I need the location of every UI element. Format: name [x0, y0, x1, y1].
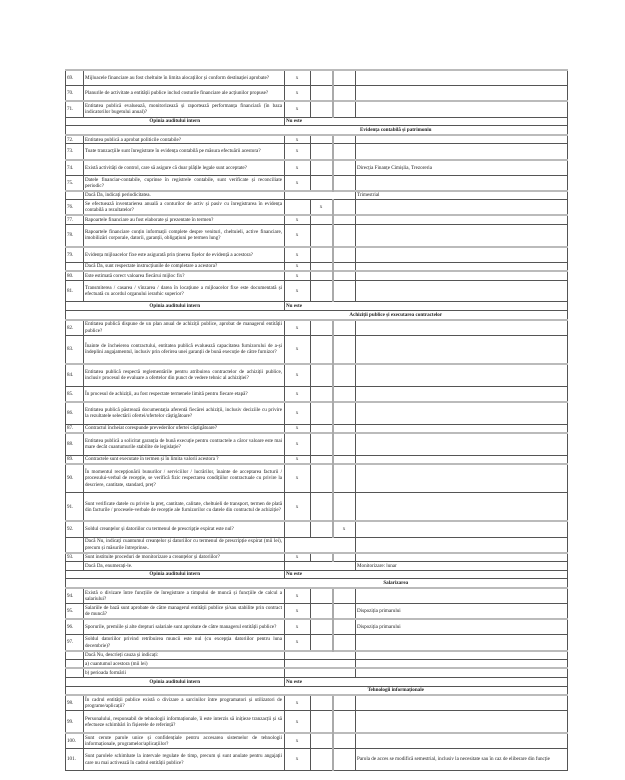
- table-row: [66, 280, 568, 302]
- answer-na-cell: [333, 464, 356, 493]
- comment-cell: [355, 635, 568, 651]
- answer-na-cell: [333, 160, 356, 176]
- comment-cell: Direcția Finanțe Cimișlia, Trezoreria: [355, 160, 568, 176]
- question-text: Evidența mijloacelor fixe este asigurată prin ținerea fișelor de evidență a acestora?: [83, 247, 284, 263]
- comment-cell: [355, 135, 568, 144]
- question-number: 89.: [66, 455, 84, 464]
- audit-checklist-table: [65, 69, 568, 771]
- answer-na-cell: [333, 604, 356, 620]
- answer-da-cell: x: [284, 424, 310, 433]
- comment-cell: [355, 668, 568, 677]
- comment-cell: [355, 335, 568, 364]
- question-text: Există o divizare între funcțiile de înregistrare a timpului de muncă și funcțiile de calcul a salariului?: [85, 589, 282, 602]
- question-number: 97.: [66, 635, 84, 651]
- question-text: Entitatea publică păstrează documentația aferentă fiecărei achiziții, inclusiv deciziile cu privire la rezultatele selectării ofertei/ofertelor câștigătoare?: [83, 402, 284, 424]
- question-text: Personalului, responsabil de tehnologii informaționale, îi este interzis să inițieze tranzacții și să efectueze schimbări în fișierele de referință?: [83, 711, 284, 733]
- question-text: Mijloacele financiare au fost cheltuite în limita alocațiilor și conform destinației aprobate?: [83, 70, 284, 86]
- question-number: 76.: [66, 200, 84, 216]
- question-text: Entitatea publică a aprobat politicile contabile?: [83, 135, 284, 144]
- answer-na-cell: [333, 86, 356, 102]
- answer-na-cell: [333, 224, 356, 246]
- comment-cell: [355, 262, 568, 271]
- section-header-row: [66, 126, 568, 135]
- answer-nu-cell: [310, 635, 333, 651]
- opinion-label: Opinia auditului intern: [66, 117, 285, 126]
- answer-nu-cell: [310, 424, 333, 433]
- table-row: [66, 70, 568, 86]
- question-text: Contractele sunt executate în termen și în limita valorii acestora ?: [83, 455, 284, 464]
- table-row: [66, 191, 568, 200]
- comment-cell: [355, 101, 568, 117]
- answer-merged-cell: [284, 651, 355, 660]
- answer-da-cell: x: [284, 144, 310, 160]
- question-number: 90.: [66, 464, 84, 493]
- answer-merged-cell: [284, 660, 355, 669]
- comment-cell: Dispoziția primarului: [355, 604, 568, 620]
- question-number: [66, 537, 84, 553]
- answer-da-cell: x: [284, 224, 310, 246]
- opinion-row: [66, 117, 568, 126]
- answer-merged-cell: [284, 668, 355, 677]
- table-row: [66, 247, 568, 263]
- question-number: 85.: [66, 386, 84, 402]
- question-text: Sunt instituite proceduri de monitorizare a creanțelor și datoriilor?: [83, 553, 284, 562]
- comment-cell: [355, 433, 568, 455]
- comment-cell: [355, 86, 568, 102]
- answer-na-cell: [333, 320, 356, 336]
- answer-na-cell: [333, 101, 356, 117]
- comment-cell: [355, 320, 568, 336]
- answer-da-cell: x: [284, 695, 310, 711]
- answer-nu-cell: [310, 135, 333, 144]
- answer-da-cell: x: [284, 455, 310, 464]
- question-text: Rapoartele financiare au fost elaborate și prezentate în termen?: [83, 215, 284, 224]
- question-text: Există activități de control, care să asigure că doar plățile legale sunt acceptate?: [83, 160, 284, 176]
- question-number: 88.: [66, 433, 84, 455]
- question-number: 99.: [66, 711, 84, 733]
- answer-nu-cell: [310, 711, 333, 733]
- question-number: 100.: [66, 733, 84, 749]
- comment-cell: [355, 553, 568, 562]
- comment-cell: [355, 651, 568, 660]
- question-number: 91.: [66, 493, 84, 522]
- comment-cell: Monitorizare: lunar: [355, 562, 568, 570]
- answer-nu-cell: [310, 695, 333, 711]
- answer-da-cell: [284, 200, 310, 216]
- question-number: 81.: [66, 280, 84, 302]
- question-text: Planurile de activitate a entității publice includ costurile financiare ale acțiunilor propuse?: [83, 86, 284, 102]
- answer-da-cell: x: [284, 749, 310, 771]
- answer-na-cell: [333, 247, 356, 263]
- question-text: În momentul recepționării bunurilor / serviciilor / lucrărilor, înainte de acceptarea facturii / procesului-verbal de recepție, se verifică fizic respectarea condițiilor contractuale cu privire la descriere, cantitate, standard, preț?: [83, 464, 284, 493]
- question-number: 83.: [66, 335, 84, 364]
- comment-cell: [355, 70, 568, 86]
- table-row: [66, 521, 568, 537]
- opinion-label: Opinia auditului intern: [66, 302, 285, 311]
- question-text: În cadrul entității publice există o divizare a sarcinilor între programatori și utilizatori de programe/aplicații?: [85, 697, 282, 710]
- question-number: [66, 262, 84, 271]
- comment-cell: [355, 695, 568, 711]
- question-text: b) perioada formării: [83, 668, 284, 677]
- answer-na-cell: [333, 433, 356, 455]
- audit-checklist-page: [65, 69, 568, 771]
- question-text: Dacă Da, indicați periodicitatea.: [83, 191, 284, 200]
- answer-na-cell: [333, 711, 356, 733]
- answer-na-cell: [333, 200, 356, 216]
- question-text: Entitatea publică a solicitat garanția de bună execuție pentru contractele a căror valoare este mai mare decât cuantumurile stabilite de legislație?: [83, 433, 284, 455]
- answer-na-cell: x: [333, 521, 356, 537]
- question-number: 71.: [66, 101, 84, 117]
- table-row: [66, 695, 568, 711]
- comment-cell: [355, 733, 568, 749]
- question-text: Soldul creanțelor și datoriilor cu termenul de prescripție expirat este nul?: [83, 521, 284, 537]
- comment-cell: [355, 455, 568, 464]
- answer-da-cell: x: [284, 619, 310, 635]
- comment-cell: [355, 464, 568, 493]
- answer-nu-cell: [310, 433, 333, 455]
- answer-da-cell: x: [284, 464, 310, 493]
- question-number: 87.: [66, 424, 84, 433]
- table-row: [66, 320, 568, 336]
- question-text: Înainte de încheierea contractului, entitatea publică evaluează capacitatea furnizorului de a-și îndeplini angajamentul, inclusiv prin oferirea unei garanții de bună execuție de către furnizor?: [83, 335, 284, 364]
- question-number: 77.: [66, 215, 84, 224]
- answer-da-cell: x: [284, 215, 310, 224]
- answer-nu-cell: [310, 619, 333, 635]
- answer-nu-cell: [310, 588, 333, 604]
- answer-da-cell: x: [284, 70, 310, 86]
- comment-cell: [355, 247, 568, 263]
- answer-na-cell: [333, 335, 356, 364]
- question-number: 72.: [66, 135, 84, 144]
- answer-da-cell: x: [284, 386, 310, 402]
- table-row: [66, 364, 568, 386]
- answer-merged-cell: [284, 537, 355, 553]
- section-header-row: [66, 686, 568, 695]
- comment-cell: [355, 537, 568, 553]
- comment-cell: [355, 364, 568, 386]
- question-number: 73.: [66, 144, 84, 160]
- answer-merged-cell: [284, 191, 355, 200]
- answer-nu-cell: [310, 70, 333, 86]
- table-row: [66, 464, 568, 493]
- section-header-row: [66, 579, 568, 588]
- question-number: 94.: [66, 588, 84, 604]
- opinion-value: Nu este: [284, 117, 568, 126]
- answer-nu-cell: [310, 464, 333, 493]
- comment-cell: [355, 588, 568, 604]
- question-number: 101.: [66, 749, 84, 771]
- table-row: [66, 402, 568, 424]
- answer-nu-cell: [310, 271, 333, 280]
- answer-na-cell: [333, 262, 356, 271]
- table-row: [66, 668, 568, 677]
- question-text: Salariile de bază sunt aprobate de către managerul entității publice și/sau stabilite prin contract de muncă?: [83, 604, 284, 620]
- question-number: 98.: [66, 695, 84, 711]
- question-number: 82.: [66, 320, 84, 336]
- answer-nu-cell: [310, 493, 333, 522]
- comment-cell: [355, 144, 568, 160]
- table-row: [66, 175, 568, 191]
- answer-nu-cell: [310, 215, 333, 224]
- comment-cell: [355, 215, 568, 224]
- answer-na-cell: [333, 424, 356, 433]
- opinion-row: [66, 677, 568, 686]
- table-row: [66, 749, 568, 771]
- question-text: Se efectuează inventarierea anuală a conturilor de activ și pasiv cu înregistrarea în evidența contabilă a rezultatelor?: [83, 200, 284, 216]
- answer-nu-cell: [310, 733, 333, 749]
- comment-cell: [355, 493, 568, 522]
- answer-da-cell: x: [284, 493, 310, 522]
- answer-nu-cell: [310, 280, 333, 302]
- table-row: [66, 215, 568, 224]
- answer-da-cell: x: [284, 711, 310, 733]
- opinion-label: Opinia auditului intern: [66, 677, 285, 686]
- table-row: [66, 588, 568, 604]
- question-number: [66, 651, 84, 660]
- question-number: [66, 191, 84, 200]
- table-row: [66, 493, 568, 522]
- answer-na-cell: [333, 386, 356, 402]
- opinion-row: [66, 570, 568, 579]
- question-text: Dacă Da, sunt respectate instrucțiunile de completare a acestora?: [83, 262, 284, 271]
- answer-da-cell: x: [284, 101, 310, 117]
- answer-nu-cell: [310, 521, 333, 537]
- table-row: [66, 144, 568, 160]
- answer-na-cell: [333, 733, 356, 749]
- question-text: Sporurile, premiile și alte drepturi salariale sunt aprobate de către managerul entității publice?: [83, 619, 284, 635]
- answer-da-cell: x: [284, 733, 310, 749]
- table-row: [66, 604, 568, 620]
- table-row: [66, 553, 568, 562]
- answer-nu-cell: [310, 402, 333, 424]
- comment-cell: [355, 271, 568, 280]
- question-number: 95.: [66, 604, 84, 620]
- answer-na-cell: [333, 635, 356, 651]
- answer-na-cell: [333, 175, 356, 191]
- comment-cell: [355, 521, 568, 537]
- answer-nu-cell: [310, 86, 333, 102]
- answer-na-cell: [333, 271, 356, 280]
- table-row: [66, 733, 568, 749]
- table-row: [66, 433, 568, 455]
- question-number: [66, 668, 84, 677]
- answer-da-cell: x: [284, 247, 310, 263]
- opinion-value: Nu este: [284, 302, 568, 311]
- table-row: [66, 335, 568, 364]
- answer-na-cell: [333, 553, 356, 562]
- answer-da-cell: x: [284, 271, 310, 280]
- answer-na-cell: [333, 70, 356, 86]
- question-number: 75.: [66, 175, 84, 191]
- question-number: [66, 660, 84, 669]
- section-title: Salarizarea: [66, 579, 568, 588]
- question-text: Datele financiar-contabile, cuprinse în registrele contabile, sunt verificate și reconciliate periodic?: [83, 175, 284, 191]
- answer-da-cell: x: [284, 335, 310, 364]
- question-text: Transmiterea / casarea / vînzarea / darea în locațiune a mijloacelor fixe este documentată și efectuată cu acordul organului ierarhic superior?: [83, 280, 284, 302]
- question-text: Sunt verificate datele cu privire la preț, cantitate, calitate, cheltuieli de transport, termen de plată din facturile / procesele-verbale de recepție ale furnizorilor cu datele din contractul de achiziție?: [83, 493, 284, 522]
- comment-cell: Trimestrial: [355, 191, 568, 200]
- question-number: 93.: [66, 553, 84, 562]
- answer-nu-cell: [310, 160, 333, 176]
- table-row: [66, 562, 568, 570]
- comment-cell: Parola de acces se modifică semestrial, inclusiv la necesitate sau în caz de eliberare din funcție: [355, 749, 568, 771]
- question-text: Entitatea publică respectă reglementările pentru atribuirea contractelor de achiziții publice, inclusiv procesul de evaluare a ofertelor din punct de vedere tehnic al achiziției?: [83, 364, 284, 386]
- question-text: Sunt parolele schimbate la intervale regulate de timp, precum și sunt anulate pentru angajații care nu mai activează în cadrul entității publice?: [83, 749, 284, 771]
- answer-da-cell: x: [284, 604, 310, 620]
- answer-da-cell: x: [284, 135, 310, 144]
- answer-merged-cell: [284, 562, 355, 570]
- answer-nu-cell: [310, 175, 333, 191]
- opinion-value: Nu este: [284, 677, 568, 686]
- answer-nu-cell: [310, 335, 333, 364]
- question-number: [66, 562, 84, 570]
- answer-da-cell: x: [284, 175, 310, 191]
- question-text: Entitatea publică evaluează, monitorizează și raportează performanța financiară (în baza indicatorilor bugetului anual)?: [85, 103, 282, 116]
- question-number: 74.: [66, 160, 84, 176]
- answer-nu-cell: [310, 320, 333, 336]
- answer-na-cell: [333, 455, 356, 464]
- answer-na-cell: [333, 144, 356, 160]
- answer-da-cell: x: [284, 86, 310, 102]
- question-text: a) cuantumul acestora (mii lei): [83, 660, 284, 669]
- question-text: Este estimată corect valoarea fiecărui mijloc fix?: [83, 271, 284, 280]
- answer-nu-cell: [310, 604, 333, 620]
- answer-da-cell: x: [284, 402, 310, 424]
- question-number: 69.: [66, 70, 84, 86]
- answer-nu-cell: [310, 262, 333, 271]
- comment-cell: Dispoziția primarului: [355, 619, 568, 635]
- comment-cell: [355, 711, 568, 733]
- question-text: Soldul datoriilor privind retribuirea muncii este nul (cu excepția datoriilor pentru luna decembrie)?: [83, 635, 284, 651]
- section-title: Tehnologii informaționale: [66, 686, 568, 695]
- question-text: Dacă Da, enumerați-le.: [83, 562, 284, 570]
- table-row: [66, 711, 568, 733]
- table-row: [66, 224, 568, 246]
- answer-nu-cell: [310, 364, 333, 386]
- opinion-value: Nu este: [284, 570, 568, 579]
- answer-na-cell: [333, 215, 356, 224]
- table-row: [66, 271, 568, 280]
- table-row: [66, 424, 568, 433]
- table-row: [66, 86, 568, 102]
- table-row: [66, 386, 568, 402]
- question-number: 96.: [66, 619, 84, 635]
- question-text: Dacă Nu, indicați cuantumul creanțelor și datoriilor cu termenul de prescripție expirat (mii lei), precum și măsurile întreprinse..: [83, 537, 284, 553]
- answer-na-cell: [333, 402, 356, 424]
- comment-cell: [355, 402, 568, 424]
- question-number: 70.: [66, 86, 84, 102]
- question-text: Dacă Nu, descrieți cauza și indicați:: [83, 651, 284, 660]
- answer-da-cell: x: [284, 553, 310, 562]
- answer-da-cell: x: [284, 320, 310, 336]
- answer-da-cell: [284, 521, 310, 537]
- opinion-row: [66, 302, 568, 311]
- answer-nu-cell: [310, 386, 333, 402]
- section-title: Evidența contabilă și patrimoniu: [66, 126, 568, 135]
- section-title: Achiziții publice și executarea contractelor: [66, 310, 568, 319]
- answer-nu-cell: [310, 749, 333, 771]
- answer-nu-cell: [310, 144, 333, 160]
- answer-nu-cell: [310, 553, 333, 562]
- table-row: [66, 537, 568, 553]
- table-row: [66, 651, 568, 660]
- answer-na-cell: [333, 619, 356, 635]
- answer-da-cell: x: [284, 280, 310, 302]
- opinion-label: Opinia auditului intern: [66, 570, 285, 579]
- table-row: [66, 200, 568, 216]
- comment-cell: [355, 224, 568, 246]
- comment-cell: [355, 424, 568, 433]
- answer-na-cell: [333, 135, 356, 144]
- question-number: 78.: [66, 224, 84, 246]
- answer-nu-cell: x: [310, 200, 333, 216]
- comment-cell: [355, 280, 568, 302]
- question-number: 79.: [66, 247, 84, 263]
- answer-da-cell: x: [284, 262, 310, 271]
- question-number: 84.: [66, 364, 84, 386]
- table-row: [66, 635, 568, 651]
- table-row: [66, 135, 568, 144]
- question-text: Toate tranzacțiile sunt înregistrate în evidența contabilă pe măsura efectuării acestora?: [83, 144, 284, 160]
- question-text: Rapoartele financiare conțin informații complete despre venituri, cheltuieli, active financiare, imobilizări corporale, datorii, garanții, obligațiuni pe termen lung?: [83, 224, 284, 246]
- answer-na-cell: [333, 588, 356, 604]
- question-number: 86.: [66, 402, 84, 424]
- answer-na-cell: [333, 695, 356, 711]
- answer-da-cell: x: [284, 588, 310, 604]
- table-row: [66, 455, 568, 464]
- comment-cell: [355, 386, 568, 402]
- table-row: [66, 160, 568, 176]
- answer-da-cell: x: [284, 635, 310, 651]
- section-header-row: [66, 310, 568, 319]
- answer-da-cell: x: [284, 160, 310, 176]
- answer-na-cell: [333, 493, 356, 522]
- comment-cell: [355, 200, 568, 216]
- table-row: [66, 660, 568, 669]
- table-row: [66, 262, 568, 271]
- answer-nu-cell: [310, 101, 333, 117]
- comment-cell: [355, 660, 568, 669]
- question-text: În procesul de achiziții, au fost respectate termenele limită pentru fiecare etapă?: [83, 386, 284, 402]
- answer-na-cell: [333, 280, 356, 302]
- answer-na-cell: [333, 749, 356, 771]
- table-row: [66, 101, 568, 117]
- table-row: [66, 619, 568, 635]
- question-text: Entitatea publică dispune de un plan anual de achiziții publice, aprobat de managerul entității publice?: [85, 321, 282, 334]
- question-number: 80.: [66, 271, 84, 280]
- answer-da-cell: x: [284, 364, 310, 386]
- answer-nu-cell: [310, 224, 333, 246]
- answer-na-cell: [333, 364, 356, 386]
- answer-nu-cell: [310, 455, 333, 464]
- answer-da-cell: x: [284, 433, 310, 455]
- answer-nu-cell: [310, 247, 333, 263]
- question-text: Sunt cerute parole unice și confidențiale pentru accesarea sistemelor de tehnologii informaționale, programelor/aplicațiilor?: [85, 734, 282, 748]
- question-number: 92.: [66, 521, 84, 537]
- question-text: Contractul încheiat corespunde prevederilor ofertei câștigătoare?: [83, 424, 284, 433]
- comment-cell: [355, 175, 568, 191]
